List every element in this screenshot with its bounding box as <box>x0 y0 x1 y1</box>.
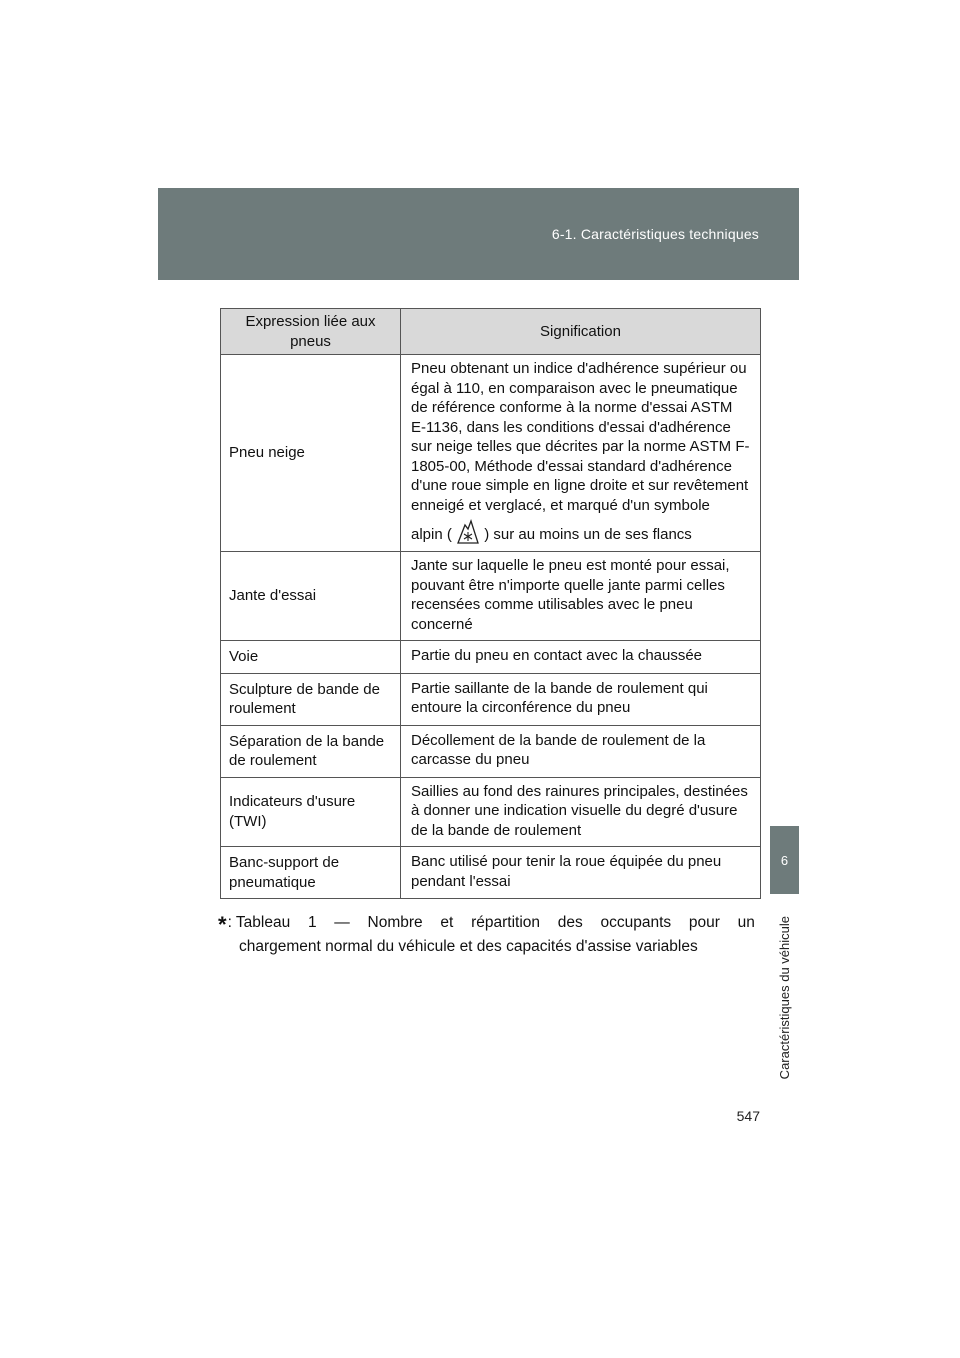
footnote-word: : <box>227 914 232 931</box>
meaning-text: Pneu obtenant un indice d'adhérence supérieur ou égal à 110, en comparaison avec le pneumatique de référence conforme à la norme d'essai ASTM E-1136, dans les conditions d'essai d'adhérence sur neige telles que décrites par la norme ASTM F-1805-00, Méthode d'essai standard d'adhérence d'une roue simple en ligne droite et sur revêtement enneigé et verglacé, et marqué d'un symbole <box>411 360 750 514</box>
footnote-word: Nombre <box>367 914 423 931</box>
table-row <box>221 725 761 777</box>
term-cell: Pneu neige <box>221 355 401 552</box>
header-term: Expression liée aux pneus <box>221 309 401 355</box>
page-number: 547 <box>736 1108 760 1124</box>
table-row <box>221 355 761 552</box>
meaning-cell: Saillies au fond des rainures principales, destinées à donner une indication visuelle du degré d'usure de la bande de roulement <box>401 777 761 847</box>
section-header-band <box>158 188 799 280</box>
chapter-tab-number: 6 <box>780 852 789 868</box>
table-row <box>221 673 761 725</box>
table-header-row <box>221 309 761 355</box>
meaning-cell: Partie saillante de la bande de roulement qui entoure la circonférence du pneu <box>401 673 761 725</box>
footnote-word: un <box>737 914 755 931</box>
footnote-word: — <box>334 914 350 931</box>
meaning-cell: Décollement de la bande de roulement de la carcasse du pneu <box>401 725 761 777</box>
table-row <box>221 552 761 641</box>
meaning-cell <box>401 355 761 552</box>
table-row <box>221 641 761 674</box>
term-cell: Voie <box>221 641 401 674</box>
table-footnote <box>218 912 755 958</box>
footnote-word: pour <box>688 914 720 931</box>
meaning-cell: Banc utilisé pour tenir la roue équipée du pneu pendant l'essai <box>401 847 761 899</box>
term-cell: Jante d'essai <box>221 552 401 641</box>
table-row <box>221 777 761 847</box>
footnote-line-1 <box>218 912 755 936</box>
footnote-word: des <box>557 914 583 931</box>
chapter-label-text: Caractéristiques du véhicule <box>777 916 792 1080</box>
chapter-side-label <box>770 908 799 1088</box>
header-meaning: Signification <box>401 309 761 355</box>
footnote-word: et <box>440 914 454 931</box>
meaning-cell: Jante sur laquelle le pneu est monté pour essai, pouvant être n'importe quelle jante parmi celles recensées comme utilisables avec le pneu concerné <box>401 552 761 641</box>
section-title: 6-1. Caractéristiques techniques <box>551 226 759 242</box>
footnote-word: répartition <box>471 914 541 931</box>
meaning-tail-before: alpin ( <box>411 526 452 543</box>
alpine-snowflake-icon <box>456 519 480 545</box>
meaning-tail <box>411 519 750 545</box>
footnote-word: 1 <box>307 914 317 931</box>
table-row <box>221 847 761 899</box>
meaning-cell: Partie du pneu en contact avec la chaussée <box>401 641 761 674</box>
chapter-tab <box>770 826 799 894</box>
footnote-marker: * <box>218 912 227 937</box>
term-cell: Sculpture de bande de roulement <box>221 673 401 725</box>
term-cell: Banc-support de pneumatique <box>221 847 401 899</box>
tire-terms-table <box>220 308 761 899</box>
term-cell: Indicateurs d'usure (TWI) <box>221 777 401 847</box>
footnote-word: occupants <box>600 914 672 931</box>
footnote-line-2: chargement normal du véhicule et des capacités d'assise variables <box>239 938 698 955</box>
meaning-tail-after: ) sur au moins un de ses flancs <box>484 526 692 543</box>
footnote-lead <box>218 912 290 936</box>
term-cell: Séparation de la bande de roulement <box>221 725 401 777</box>
footnote-word: Tableau <box>235 914 291 931</box>
